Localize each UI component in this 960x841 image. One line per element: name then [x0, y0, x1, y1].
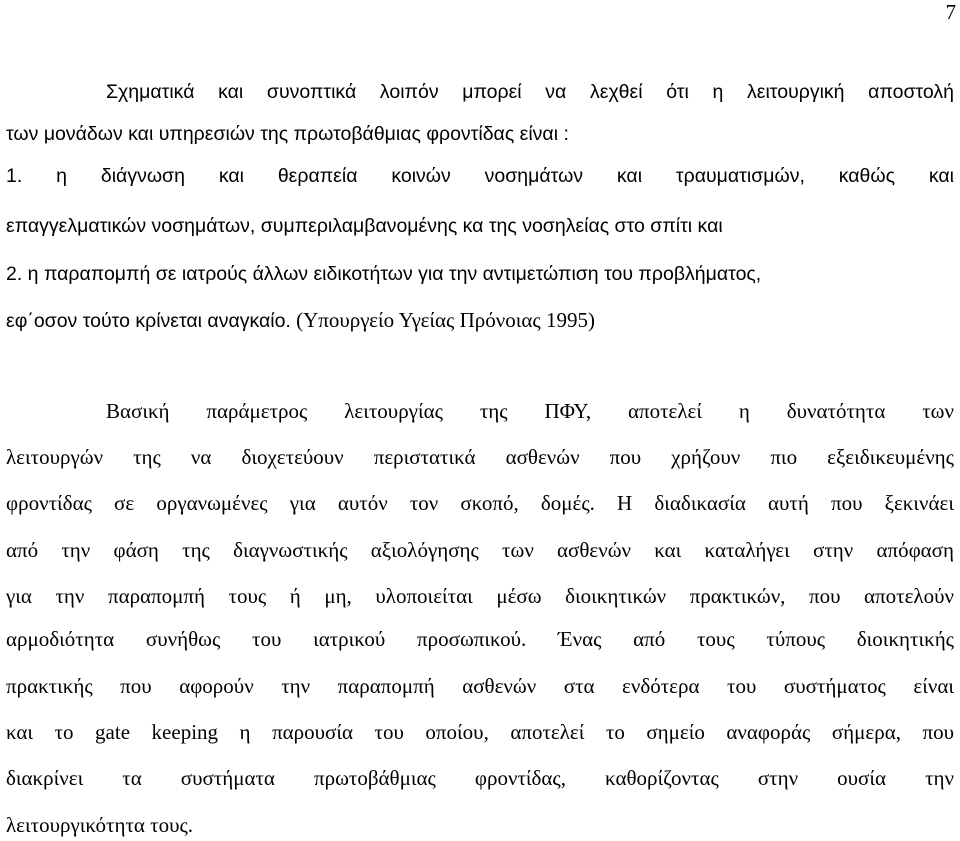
intro-line-2: των μονάδων και υπηρεσιών της πρωτοβάθμιας φροντίδας είναι : — [6, 123, 569, 145]
paragraph-line-5: για την παραπομπή τους ή μη, υλοποιείται μέσω διοικητικών πρακτικών, που αποτελούν — [6, 584, 954, 608]
paragraph-line-6: αρμοδιότητα συνήθως του ιατρικού προσωπικού. Ένας από τους τύπους διοικητικής — [6, 627, 954, 651]
intro-line-1: Σχηματικά και συνοπτικά λοιπόν μπορεί να λεχθεί ότι η λειτουργική αποστολή — [106, 81, 954, 103]
list-item-2-text: εφ΄οσον τούτο κρίνεται αναγκαίο. — [6, 310, 291, 332]
list-item-1-line-1: 1. η διάγνωση και θεραπεία κοινών νοσημάτων και τραυματισμών, καθώς και — [6, 165, 954, 187]
list-item-2-line-2 — [6, 306, 954, 334]
paragraph-line-7: πρακτικής που αφορούν την παραπομπή ασθενών στα ενδότερα του συστήματος είναι — [6, 674, 954, 698]
paragraph-line-1: Βασική παράμετρος λειτουργίας της ΠΦΥ, αποτελεί η δυνατότητα των — [106, 399, 954, 423]
paragraph-line-3: φροντίδας σε οργανωμένες για αυτόν τον σκοπό, δομές. Η διαδικασία αυτή που ξεκινάει — [6, 491, 954, 515]
paragraph-line-2: λειτουργών της να διοχετεύουν περιστατικά ασθενών που χρήζουν πιο εξειδικευμένης — [6, 445, 954, 469]
paragraph-line-8: και το gate keeping η παρουσία του οποίου, αποτελεί το σημείο αναφοράς σήμερα, που — [6, 720, 954, 744]
paragraph-line-10: λειτουργικότητα τους. — [6, 813, 194, 837]
paragraph-line-9: διακρίνει τα συστήματα πρωτοβάθμιας φροντίδας, καθορίζοντας στην ουσία την — [6, 766, 954, 790]
list-item-2-line-1: 2. η παραπομπή σε ιατρούς άλλων ειδικοτήτων για την αντιμετώπιση του προβλήματος, — [6, 263, 762, 285]
page-number: 7 — [945, 0, 956, 24]
paragraph-line-4: από την φάση της διαγνωστικής αξιολόγησης των ασθενών και καταλήγει στην απόφαση — [6, 538, 954, 562]
list-item-1-line-2: επαγγελματικών νοσημάτων, συμπεριλαμβανομένης κα της νοσηλείας στο σπίτι και — [6, 215, 723, 237]
citation: (Υπουργείο Υγείας Πρόνοιας 1995) — [290, 308, 595, 332]
